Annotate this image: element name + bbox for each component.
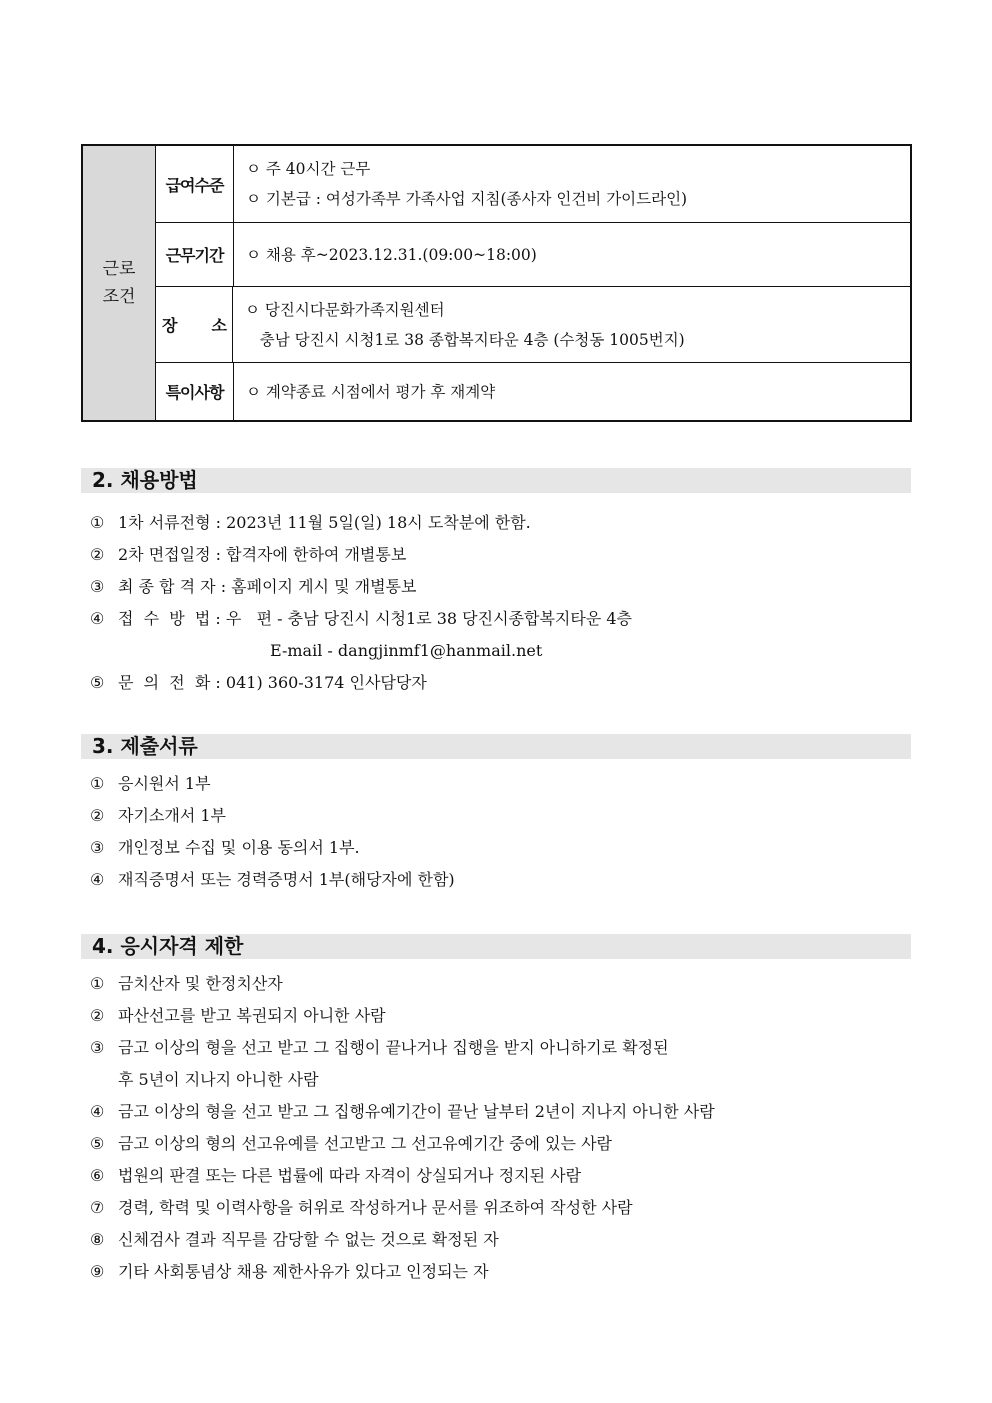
salary-line-2: ㅇ 기본급 : 여성가족부 가족사업 지침(종사자 인건비 가이드라인) bbox=[246, 190, 688, 208]
salary-line-1: ㅇ 주 40시간 근무 bbox=[246, 160, 371, 178]
salary-header: 급여수준 bbox=[156, 146, 234, 222]
item-text: 접 수 방 법 : 우 편 - 충남 당진시 시청1로 38 당진시종합복지타운 4층 bbox=[118, 609, 633, 628]
section-2-heading bbox=[81, 468, 911, 493]
item-text: 2차 면접일정 : 합격자에 한하여 개별통보 bbox=[118, 545, 407, 564]
item-text: 파산선고를 받고 복권되지 아니한 사람 bbox=[118, 1006, 386, 1025]
location-header-part-2: 소 bbox=[211, 316, 226, 335]
item-text: 자기소개서 1부 bbox=[118, 806, 227, 825]
notes-header: 특이사항 bbox=[156, 363, 234, 420]
section-3-title: 3. 제출서류 bbox=[92, 734, 198, 758]
work-period-line: ㅇ 채용 후~2023.12.31.(09:00~18:00) bbox=[246, 245, 537, 264]
list-item-continuation bbox=[90, 635, 910, 667]
section-3-list bbox=[90, 768, 910, 896]
item-marker: ⑦ bbox=[90, 1198, 105, 1217]
list-item bbox=[90, 864, 910, 896]
item-marker: ① bbox=[90, 974, 105, 993]
item-marker: ② bbox=[90, 806, 105, 825]
item-text: 법원의 판결 또는 다른 법률에 따라 자격이 상실되거나 정지된 사람 bbox=[118, 1166, 582, 1185]
list-item bbox=[90, 1096, 910, 1128]
section-4-list bbox=[90, 968, 910, 1288]
list-item bbox=[90, 800, 910, 832]
item-marker: ① bbox=[90, 774, 105, 793]
item-text: 금고 이상의 형을 선고 받고 그 집행유예기간이 끝난 날부터 2년이 지나지 아니한 사람 bbox=[118, 1102, 715, 1121]
list-item bbox=[90, 1192, 910, 1224]
list-item bbox=[90, 1128, 910, 1160]
list-item bbox=[90, 968, 910, 1000]
list-item bbox=[90, 667, 910, 699]
section-4-title: 4. 응시자격 제한 bbox=[92, 934, 244, 958]
list-item-continuation bbox=[90, 1064, 910, 1096]
group-label-line-1: 근로 bbox=[102, 259, 136, 279]
section-3-heading bbox=[81, 734, 911, 759]
item-text: 금치산자 및 한정치산자 bbox=[118, 974, 283, 993]
item-marker: ③ bbox=[90, 577, 105, 596]
item-text: 신체검사 결과 직무를 감당할 수 없는 것으로 확정된 자 bbox=[118, 1230, 499, 1249]
group-label-working-conditions bbox=[83, 146, 156, 420]
item-text: 응시원서 1부 bbox=[118, 774, 211, 793]
item-text: 후 5년이 지나지 아니한 사람 bbox=[118, 1070, 319, 1089]
section-2-list bbox=[90, 507, 910, 699]
location-header bbox=[156, 287, 233, 362]
email-text: E-mail - dangjinmf1@hanmail.net bbox=[270, 641, 543, 660]
list-item bbox=[90, 507, 910, 539]
location-header-part-1: 장 bbox=[162, 316, 177, 335]
work-period-header: 근무기간 bbox=[156, 223, 234, 286]
item-text: 개인정보 수집 및 이용 동의서 1부. bbox=[118, 838, 360, 857]
item-text: 재직증명서 또는 경력증명서 1부(해당자에 한함) bbox=[118, 870, 455, 889]
section-4-heading bbox=[81, 934, 911, 959]
item-text: 경력, 학력 및 이력사항을 허위로 작성하거나 문서를 위조하여 작성한 사람 bbox=[118, 1198, 633, 1217]
list-item bbox=[90, 1160, 910, 1192]
notes-line: ㅇ 계약종료 시점에서 평가 후 재계약 bbox=[246, 382, 496, 401]
item-text: 최 종 합 격 자 : 홈페이지 게시 및 개별통보 bbox=[118, 577, 417, 596]
item-marker: ③ bbox=[90, 838, 105, 857]
notes-row bbox=[156, 363, 910, 420]
list-item bbox=[90, 571, 910, 603]
list-item bbox=[90, 1256, 910, 1288]
item-marker: ⑥ bbox=[90, 1166, 105, 1185]
item-text: 1차 서류전형 : 2023년 11월 5일(일) 18시 도착분에 한함. bbox=[118, 513, 531, 532]
item-text: 금고 이상의 형의 선고유예를 선고받고 그 선고유예기간 중에 있는 사람 bbox=[118, 1134, 612, 1153]
item-marker: ⑧ bbox=[90, 1230, 105, 1249]
list-item bbox=[90, 539, 910, 571]
item-marker: ⑨ bbox=[90, 1262, 105, 1281]
list-item bbox=[90, 1032, 910, 1064]
item-marker: ④ bbox=[90, 1102, 105, 1121]
item-marker: ① bbox=[90, 513, 105, 532]
section-2-title: 2. 채용방법 bbox=[92, 468, 198, 492]
item-marker: ④ bbox=[90, 609, 105, 628]
salary-row bbox=[156, 146, 910, 223]
item-marker: ② bbox=[90, 545, 105, 564]
list-item bbox=[90, 603, 910, 635]
item-marker: ⑤ bbox=[90, 673, 105, 692]
list-item bbox=[90, 1224, 910, 1256]
location-line-2: 충남 당진시 시청1로 38 종합복지타운 4층 (수청동 1005번지) bbox=[245, 330, 685, 349]
location-row bbox=[156, 287, 910, 363]
item-marker: ③ bbox=[90, 1038, 105, 1057]
location-line-1: ㅇ 당진시다문화가족지원센터 bbox=[245, 300, 445, 319]
item-marker: ② bbox=[90, 1006, 105, 1025]
item-marker: ④ bbox=[90, 870, 105, 889]
list-item bbox=[90, 1000, 910, 1032]
list-item bbox=[90, 832, 910, 864]
list-item bbox=[90, 768, 910, 800]
group-label-line-2: 조건 bbox=[102, 287, 136, 307]
work-period-row bbox=[156, 223, 910, 287]
item-marker: ⑤ bbox=[90, 1134, 105, 1153]
item-text: 기타 사회통념상 채용 제한사유가 있다고 인정되는 자 bbox=[118, 1262, 489, 1281]
item-text: 문 의 전 화 : 041) 360-3174 인사담당자 bbox=[118, 673, 427, 692]
working-conditions-table bbox=[81, 144, 912, 422]
item-text: 금고 이상의 형을 선고 받고 그 집행이 끝나거나 집행을 받지 아니하기로 확정된 bbox=[118, 1038, 669, 1057]
